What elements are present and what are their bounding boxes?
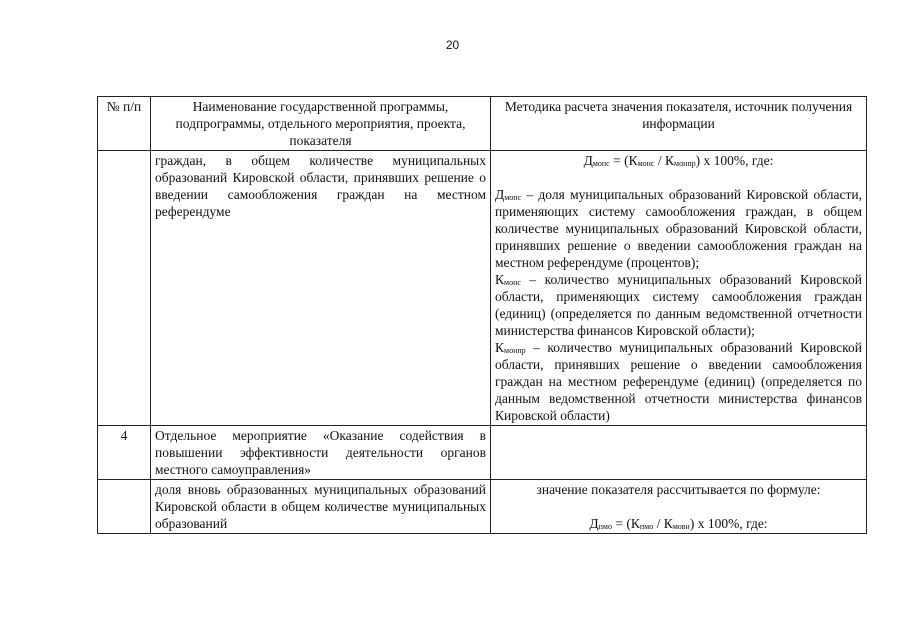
definition-count-applying: $К_{монс}$ – количество муниципальных образований Кировской области, применяющих систему самообложения граждан (единиц) (определяется по данным ведомственной отчетности министерства финансов Кировской области); — [495, 272, 862, 338]
formula-intro: значение показателя рассчитывается по формуле: — [536, 482, 821, 497]
table-row — [98, 426, 867, 480]
methodology-table — [97, 96, 867, 534]
row-method-cell — [491, 480, 867, 534]
row-method-cell — [491, 426, 867, 480]
row-num: 4 — [120, 428, 128, 443]
header-name-text: Наименование государственной программы, подпрограммы, отдельного мероприятия, проекта, показателя — [175, 99, 466, 148]
header-method — [491, 97, 867, 151]
definition-share: $Д_{мопс}$ – доля муниципальных образований Кировской области, применяющих систему самообложения граждан, в общем количестве муниципальных образований Кировской области, принявших решение о введении самообложения граждан на местном референдуме (процентов); — [495, 187, 862, 270]
formula: $Д_{мопс} = (К_{монс} / К_{монпр})$ x 100%, где: — [583, 153, 774, 168]
row-num-cell — [98, 480, 151, 534]
row-name-cell — [151, 151, 491, 426]
header-num-text: № п/п — [106, 99, 142, 114]
definition-count-decided: $К_{монпр}$ – количество муниципальных образований Кировской области, принявших решение о введении самообложения граждан на местном референдуме (единиц) (определяется по данным ведомственной отчетности министерства финансов Кировской области) — [495, 340, 862, 423]
header-num — [98, 97, 151, 151]
row-name-cell — [151, 426, 491, 480]
row-name: доля вновь образованных муниципальных образований Кировской области в общем количестве муниципальных образований — [155, 482, 486, 531]
row-name-cell — [151, 480, 491, 534]
formula: $Д_{пмо} = (К_{пмо} / К_{мовн})$ x 100%, где: — [589, 516, 768, 531]
header-method-text: Методика расчета значения показателя, источник получения информации — [504, 99, 853, 131]
row-name: граждан, в общем количестве муниципальных образований Кировской области, принявших решение о введении самообложения граждан на местном референдуме — [155, 153, 486, 219]
header-name — [151, 97, 491, 151]
table-row — [98, 151, 867, 426]
row-num-cell — [98, 426, 151, 480]
page-number: 20 — [445, 38, 460, 52]
row-method-cell — [491, 151, 867, 426]
table-row — [98, 480, 867, 534]
row-num-cell — [98, 151, 151, 426]
row-name: Отдельное мероприятие «Оказание содействия в повышении эффективности деятельности органов местного самоуправления» — [155, 428, 486, 477]
table-header-row — [98, 97, 867, 151]
